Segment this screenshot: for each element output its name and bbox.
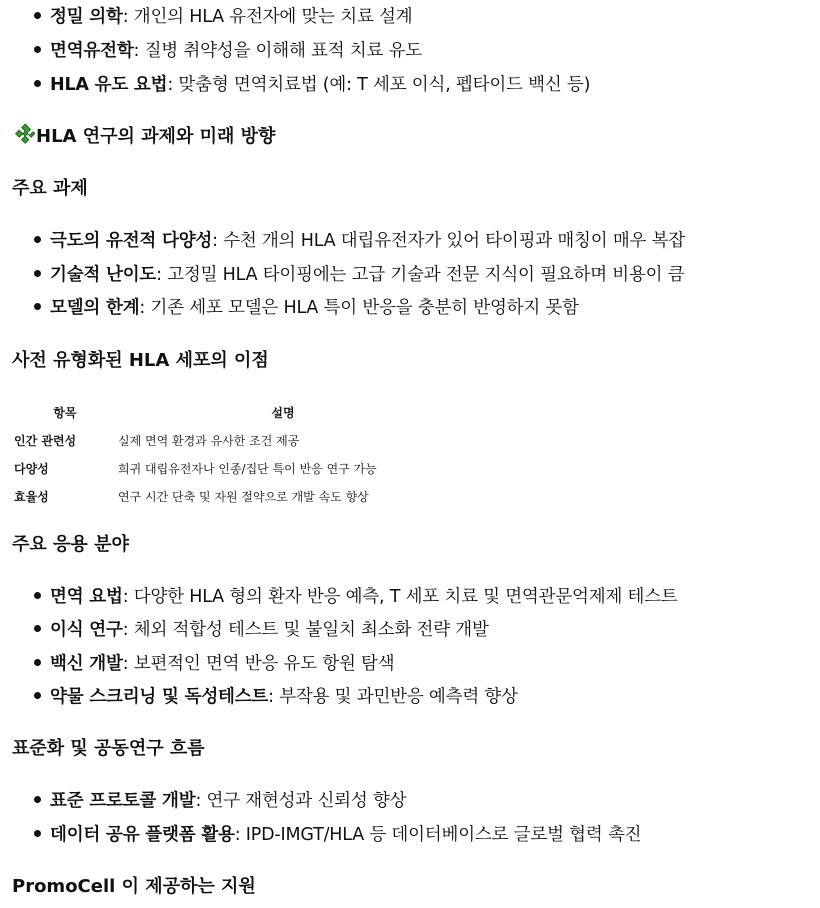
bullet-desc: : IPD-IMGT/HLA 등 데이터베이스로 글로벌 협력 촉진: [234, 825, 642, 845]
bullet-icon: [34, 796, 41, 803]
bullet-desc: : 고정밀 HLA 타이핑에는 고급 기술과 전문 지식이 필요하며 비용이 큼: [156, 265, 685, 285]
list-item: [34, 228, 685, 254]
list-item: [34, 584, 678, 610]
promocell-heading: PromoCell 이 제공하는 지원: [12, 876, 256, 897]
bullet-term: 면역유전학: [50, 41, 134, 61]
table-header-cell: 설명: [271, 405, 295, 420]
applications-heading: 주요 응용 분야: [12, 534, 129, 555]
bullet-term: 극도의 유전적 다양성: [50, 231, 213, 251]
list-item: [34, 262, 684, 288]
challenges-heading: 주요 과제: [12, 178, 88, 199]
bullet-term: 표준 프로토콜 개발: [50, 791, 196, 811]
benefits-heading: 사전 유형화된 HLA 세포의 이점: [12, 350, 269, 371]
table-header-cell: 항목: [53, 405, 77, 420]
list-item: [34, 822, 641, 848]
table-cell: 희귀 대립유전자나 인종/집단 특이 반응 연구 가능: [118, 461, 377, 476]
bullet-term: HLA 유도 요법: [50, 75, 168, 95]
bullet-desc: : 질병 취약성을 이해해 표적 치료 유도: [133, 41, 422, 61]
bullet-icon: [34, 12, 41, 19]
bullet-icon: [34, 303, 41, 310]
bullet-icon: [34, 236, 41, 243]
bullet-term: 약물 스크리닝 및 독성테스트: [50, 687, 269, 707]
section-title-text: HLA 연구의 과제와 미래 방향: [36, 126, 276, 147]
list-item: [34, 38, 422, 64]
bullet-desc: : 맞춤형 면역치료법 (예: T 세포 이식, 펩타이드 백신 등): [167, 75, 591, 95]
bullet-term: 이식 연구: [50, 620, 123, 640]
list-item: [34, 4, 412, 30]
table-row: [12, 482, 448, 510]
list-item: [34, 72, 590, 98]
table-cell: 효율성: [14, 489, 49, 504]
bullet-icon: [34, 592, 41, 599]
bullet-term: 모델의 한계: [50, 298, 140, 318]
bullet-icon: [34, 830, 41, 837]
list-item: [34, 684, 518, 710]
list-item: [34, 295, 579, 321]
benefits-table: [12, 398, 448, 510]
list-item: [34, 617, 489, 643]
table-cell: 다양성: [14, 461, 49, 476]
table-cell: 연구 시간 단축 및 자원 절약으로 개발 속도 향상: [118, 489, 369, 504]
table-cell: 실제 면역 환경과 유사한 조건 제공: [118, 433, 300, 448]
bullet-desc: : 체외 적합성 테스트 및 불일치 최소화 전략 개발: [122, 620, 489, 640]
bullet-desc: : 연구 재현성과 신뢰성 향상: [195, 791, 407, 811]
table-row: [12, 454, 448, 482]
bullet-desc: : 수천 개의 HLA 대립유전자가 있어 타이핑과 매칭이 매우 복잡: [212, 231, 685, 251]
bullet-term: 백신 개발: [50, 654, 123, 674]
bullet-icon: [34, 46, 41, 53]
bullet-desc: : 개인의 HLA 유전자에 맞는 치료 설계: [122, 7, 413, 27]
standardization-heading: 표준화 및 공동연구 흐름: [12, 738, 205, 759]
bullet-desc: : 부작용 및 과민반응 예측력 향상: [268, 687, 518, 707]
list-item: [34, 651, 394, 677]
bullet-desc: : 기존 세포 모델은 HLA 특이 반응을 충분히 반영하지 못함: [139, 298, 579, 318]
bullet-term: 정밀 의학: [50, 7, 123, 27]
bullet-desc: : 보편적인 면역 반응 유도 항원 탐색: [122, 654, 395, 674]
bullet-term: 데이터 공유 플랫폼 활용: [50, 825, 235, 845]
puzzle-piece-icon: [12, 123, 36, 147]
bullet-icon: [34, 692, 41, 699]
table-row: [12, 426, 448, 454]
table-cell: 인간 관련성: [14, 433, 77, 448]
bullet-icon: [34, 659, 41, 666]
bullet-term: 면역 요법: [50, 587, 123, 607]
table-header-row: [12, 398, 448, 426]
section-title: [12, 124, 275, 150]
bullet-desc: : 다양한 HLA 형의 환자 반응 예측, T 세포 치료 및 면역관문억제제 테스트: [122, 587, 678, 607]
bullet-icon: [34, 270, 41, 277]
list-item: [34, 788, 406, 814]
bullet-icon: [34, 80, 41, 87]
bullet-icon: [34, 625, 41, 632]
bullet-term: 기술적 난이도: [50, 265, 157, 285]
